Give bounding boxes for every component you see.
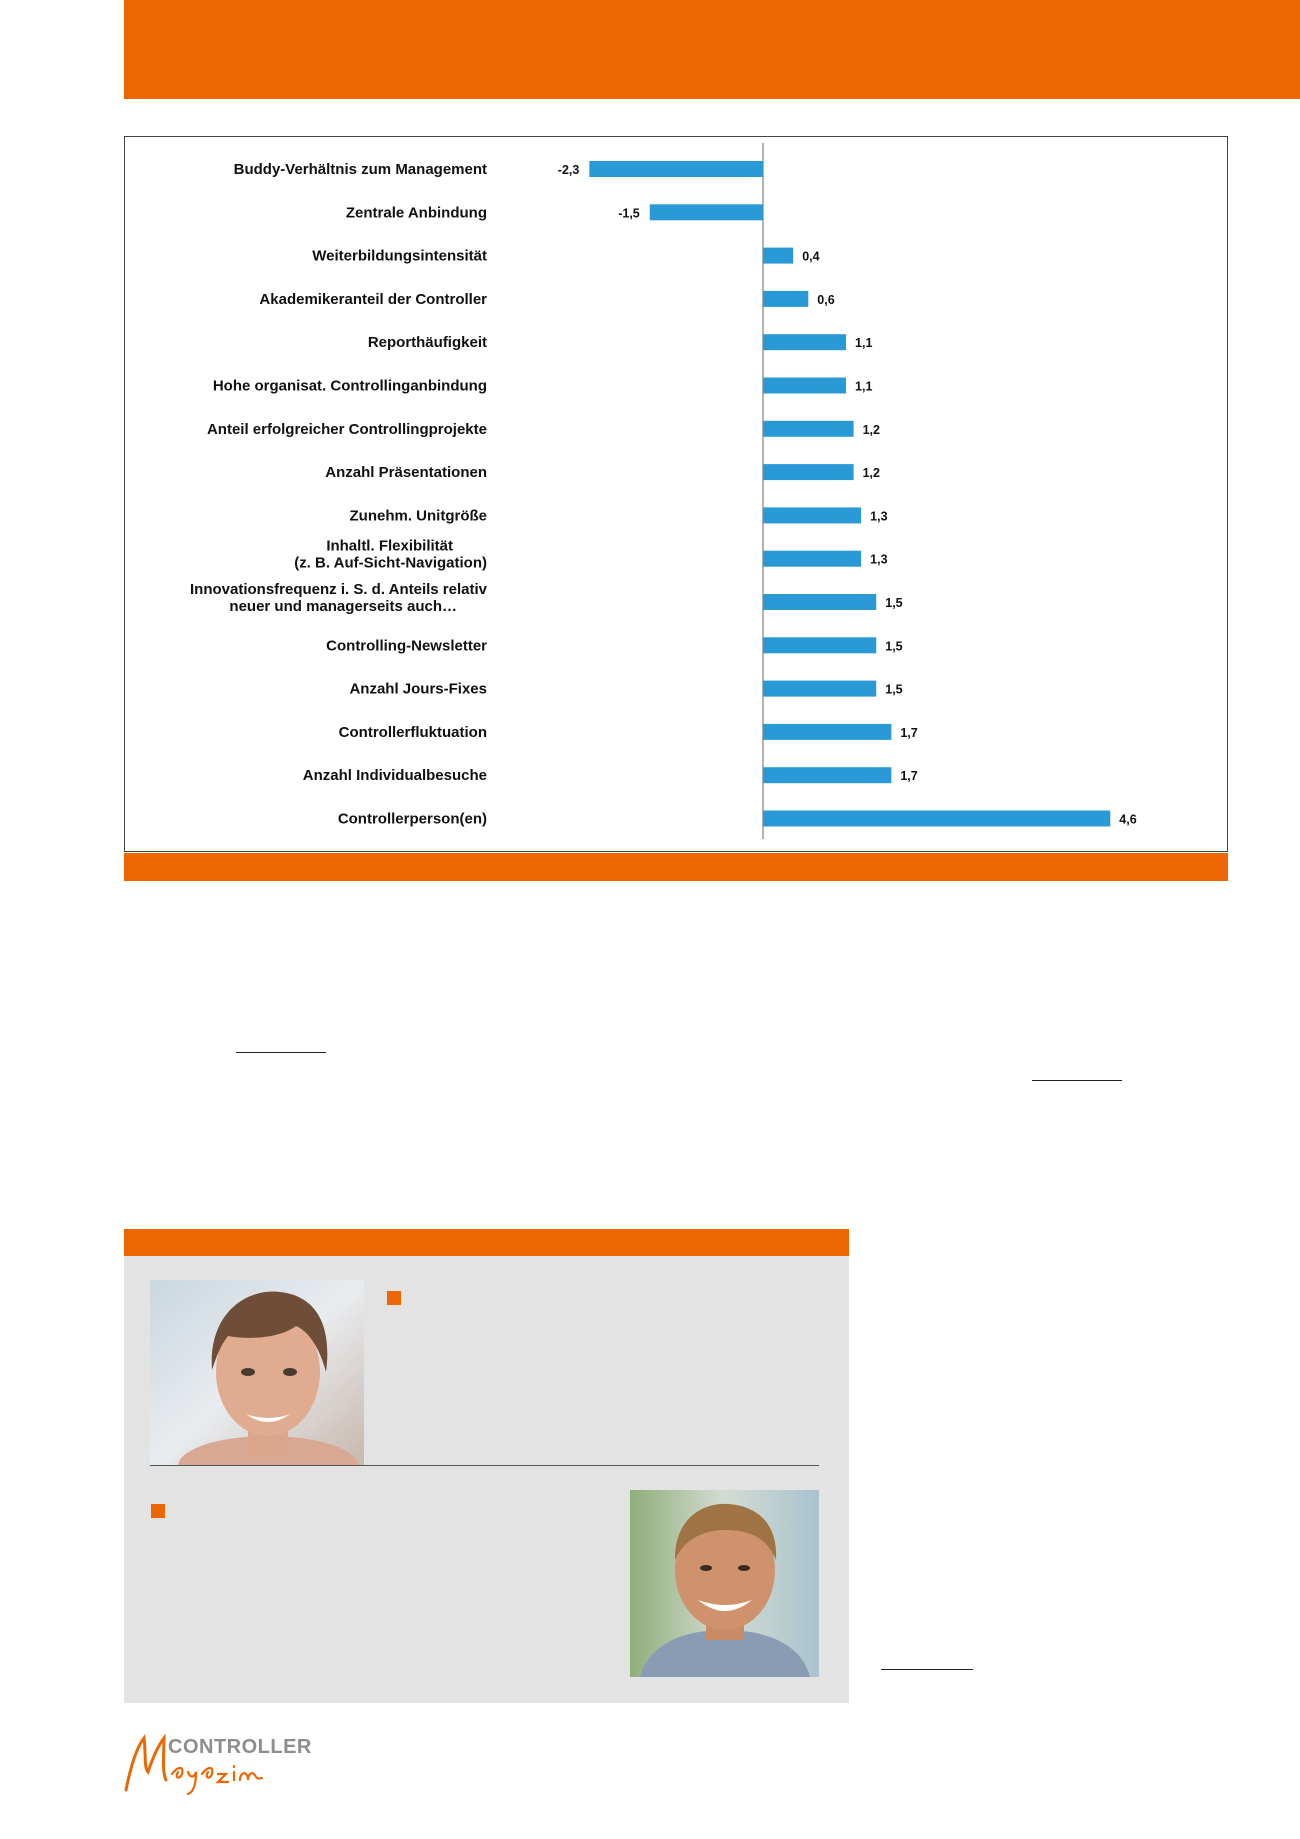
bar (589, 161, 763, 177)
author-box (124, 1229, 849, 1703)
footnote-rule (1032, 1080, 1122, 1081)
bar (763, 724, 891, 740)
bar (763, 507, 861, 523)
author-box-header (124, 1229, 849, 1256)
bar (763, 811, 1110, 827)
value-label: -1,5 (618, 206, 640, 221)
category-label: Anzahl Individualbesuche (302, 767, 487, 785)
category-label: Hohe organisat. Controllinganbindung (212, 377, 487, 395)
category-label: Inhaltl. Flexibilität (z. B. Auf-Sicht-Navigation) (294, 537, 487, 572)
category-label: Anzahl Präsentationen (325, 464, 487, 482)
value-label: 1,7 (900, 725, 918, 740)
author-photo-2 (630, 1490, 819, 1677)
category-label: Innovationsfrequenz i. S. d. Anteils relativ neuer und managerseits auch… (190, 581, 487, 615)
value-label: 0,4 (802, 249, 820, 264)
bar (763, 551, 861, 567)
value-label: -2,3 (557, 163, 580, 177)
bar (763, 334, 846, 350)
bar (763, 421, 854, 437)
controller-magazin-logo (122, 1728, 312, 1798)
category-label: Controlling-Newsletter (326, 637, 487, 655)
category-label: Zentrale Anbindung (345, 204, 487, 222)
bullet-square (387, 1291, 401, 1305)
value-label: 4,6 (1119, 812, 1137, 827)
category-label: Controllerperson(en) (337, 810, 487, 828)
bar (763, 248, 793, 264)
bar (763, 378, 846, 394)
category-label: Reporthäufigkeit (367, 334, 487, 352)
value-label: 1,3 (870, 509, 888, 524)
bar (763, 637, 876, 653)
footnote-rule (236, 1052, 326, 1053)
value-label: 1,7 (900, 769, 918, 784)
value-label: 1,1 (855, 379, 873, 394)
header-band (124, 0, 1300, 99)
bar (763, 767, 891, 783)
value-label: 1,5 (885, 639, 903, 654)
value-label: 1,2 (862, 422, 880, 437)
category-label: Zunehm. Unitgröße (349, 507, 487, 525)
category-label: Controllerfluktuation (338, 723, 487, 741)
value-label: 0,6 (817, 292, 835, 307)
footnote-rule (881, 1669, 973, 1670)
category-label: Anteil erfolgreicher Controllingprojekte (206, 420, 487, 438)
value-label: 1,2 (862, 466, 880, 481)
category-label: Anzahl Jours-Fixes (349, 680, 487, 698)
category-label: Buddy-Verhältnis zum Management (233, 161, 487, 178)
category-label: Akademikeranteil der Controller (259, 290, 487, 308)
value-label: 1,1 (855, 336, 873, 351)
bullet-square (151, 1504, 165, 1518)
bar (650, 204, 763, 220)
bar (763, 594, 876, 610)
value-label: 1,5 (885, 596, 903, 610)
author-photo-1 (150, 1280, 364, 1466)
value-label: 1,5 (885, 682, 903, 697)
bar-chart (125, 137, 1229, 853)
value-label: 1,3 (870, 552, 888, 567)
chart-frame (124, 136, 1228, 852)
bar (763, 681, 876, 697)
author-divider (150, 1465, 819, 1466)
logo-wordmark: CONTROLLER (168, 1736, 312, 1758)
category-label: Weiterbildungsintensität (312, 247, 487, 265)
bar (763, 291, 808, 307)
chart-footer-band (124, 853, 1228, 881)
bar (763, 464, 854, 480)
